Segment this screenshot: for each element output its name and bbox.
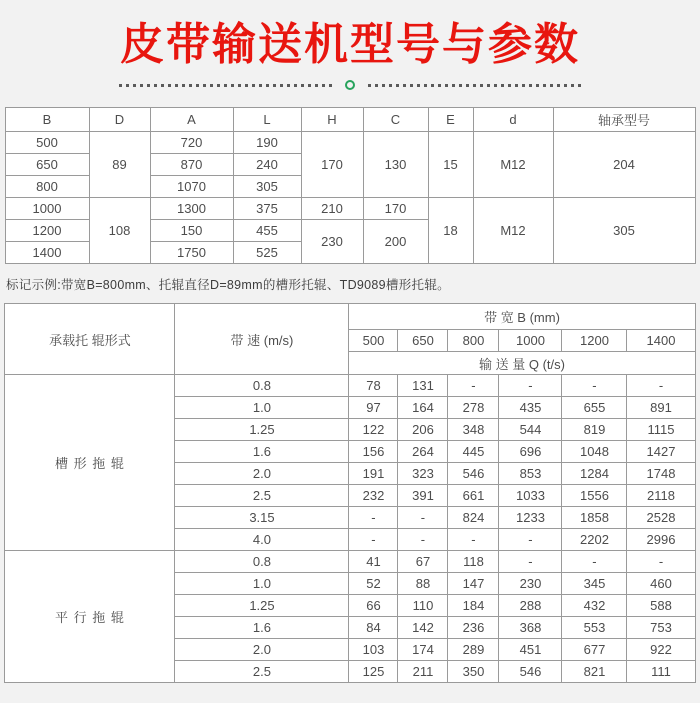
- capacity-value-cell: 824: [448, 507, 499, 529]
- capacity-value-cell: -: [499, 529, 562, 551]
- capacity-value-cell: 1284: [562, 463, 627, 485]
- belt-width-cell: 1400: [627, 330, 695, 352]
- capacity-value-cell: 2118: [627, 485, 695, 507]
- header-cell: B: [5, 108, 89, 132]
- belt-speed-cell: 0.8: [175, 551, 349, 573]
- belt-speed-cell: 2.5: [175, 485, 349, 507]
- capacity-value-cell: 2202: [562, 529, 627, 551]
- capacity-value-cell: -: [398, 507, 448, 529]
- capacity-value-cell: 1115: [627, 419, 695, 441]
- capacity-value-cell: 922: [627, 639, 695, 661]
- spec-cell: 500: [5, 132, 89, 154]
- belt-width-cell: 1200: [562, 330, 627, 352]
- table-row: [5, 375, 695, 397]
- belt-speed-header-cell: 带 速 (m/s): [175, 304, 349, 375]
- belt-speed-cell: 1.6: [175, 441, 349, 463]
- capacity-value-cell: 156: [349, 441, 398, 463]
- belt-speed-cell: 3.15: [175, 507, 349, 529]
- spec-cell: 1400: [5, 242, 89, 264]
- table-row: [5, 132, 695, 154]
- capacity-value-cell: 125: [349, 661, 398, 683]
- capacity-value-cell: 546: [448, 463, 499, 485]
- capacity-value-cell: 164: [398, 397, 448, 419]
- belt-speed-cell: 2.0: [175, 463, 349, 485]
- capacity-value-cell: 88: [398, 573, 448, 595]
- capacity-value-cell: 350: [448, 661, 499, 683]
- capacity-value-cell: 288: [499, 595, 562, 617]
- header-cell: 轴承型号: [553, 108, 695, 132]
- capacity-value-cell: 230: [499, 573, 562, 595]
- capacity-value-cell: 2996: [627, 529, 695, 551]
- belt-speed-cell: 1.0: [175, 397, 349, 419]
- page-title: 皮带输送机型号与参数: [120, 20, 580, 69]
- capacity-value-cell: 236: [448, 617, 499, 639]
- dashed-line-left: [119, 84, 332, 87]
- capacity-value-cell: 206: [398, 419, 448, 441]
- capacity-value-cell: 66: [349, 595, 398, 617]
- capacity-value-cell: 1858: [562, 507, 627, 529]
- spec-cell: 130: [363, 132, 428, 198]
- capacity-band-cell: 输 送 量 Q (t/s): [349, 352, 695, 375]
- spec-cell: 108: [89, 198, 150, 264]
- capacity-value-cell: 445: [448, 441, 499, 463]
- capacity-value-cell: 753: [627, 617, 695, 639]
- marking-example-note: 标记示例:带宽B=800mm、托辊直径D=89mm的槽形托辊、TD9089槽形托辊。: [6, 278, 450, 292]
- capacity-value-cell: 142: [398, 617, 448, 639]
- capacity-value-cell: 97: [349, 397, 398, 419]
- dashed-line-right: [368, 84, 581, 87]
- capacity-value-cell: 588: [627, 595, 695, 617]
- spec-cell: 1750: [150, 242, 233, 264]
- belt-speed-cell: 0.8: [175, 375, 349, 397]
- capacity-value-cell: 232: [349, 485, 398, 507]
- capacity-value-cell: 1048: [562, 441, 627, 463]
- spec-cell: 800: [5, 176, 89, 198]
- spec-cell: 200: [363, 220, 428, 264]
- spec-cell: 1300: [150, 198, 233, 220]
- capacity-value-cell: -: [448, 529, 499, 551]
- belt-speed-cell: 1.25: [175, 595, 349, 617]
- belt-speed-cell: 1.0: [175, 573, 349, 595]
- capacity-value-cell: 111: [627, 661, 695, 683]
- table-row: [5, 198, 695, 220]
- capacity-header-row: [5, 304, 695, 330]
- header-cell: L: [233, 108, 301, 132]
- belt-speed-cell: 4.0: [175, 529, 349, 551]
- title-divider: [0, 80, 700, 90]
- capacity-value-cell: 184: [448, 595, 499, 617]
- spec-cell: 210: [301, 198, 363, 220]
- capacity-value-cell: 1427: [627, 441, 695, 463]
- capacity-value-cell: 289: [448, 639, 499, 661]
- spec-cell: 190: [233, 132, 301, 154]
- spec-cell: 305: [233, 176, 301, 198]
- spec-cell: 455: [233, 220, 301, 242]
- capacity-value-cell: 553: [562, 617, 627, 639]
- spec-cell: 230: [301, 220, 363, 264]
- capacity-value-cell: 853: [499, 463, 562, 485]
- capacity-value-cell: 323: [398, 463, 448, 485]
- spec-cell: 204: [553, 132, 695, 198]
- capacity-value-cell: -: [398, 529, 448, 551]
- spec-cell: 89: [89, 132, 150, 198]
- capacity-value-cell: -: [627, 375, 695, 397]
- spec-cell: 1200: [5, 220, 89, 242]
- capacity-value-cell: 1556: [562, 485, 627, 507]
- belt-speed-cell: 2.5: [175, 661, 349, 683]
- belt-speed-cell: 1.25: [175, 419, 349, 441]
- belt-width-cell: 650: [398, 330, 448, 352]
- spec-cell: 525: [233, 242, 301, 264]
- spec-cell: 1070: [150, 176, 233, 198]
- capacity-value-cell: 191: [349, 463, 398, 485]
- spec-cell: 150: [150, 220, 233, 242]
- capacity-value-cell: 819: [562, 419, 627, 441]
- spec-cell: M12: [473, 132, 553, 198]
- capacity-value-cell: 546: [499, 661, 562, 683]
- capacity-value-cell: 84: [349, 617, 398, 639]
- capacity-value-cell: 460: [627, 573, 695, 595]
- capacity-value-cell: 1033: [499, 485, 562, 507]
- capacity-value-cell: 174: [398, 639, 448, 661]
- capacity-value-cell: 345: [562, 573, 627, 595]
- header-cell: C: [363, 108, 428, 132]
- capacity-value-cell: 1748: [627, 463, 695, 485]
- capacity-table: [4, 303, 695, 683]
- spec-cell: 375: [233, 198, 301, 220]
- capacity-value-cell: 432: [562, 595, 627, 617]
- capacity-value-cell: 1233: [499, 507, 562, 529]
- spec-cell: 720: [150, 132, 233, 154]
- spec-cell: M12: [473, 198, 553, 264]
- spec-cell: 1000: [5, 198, 89, 220]
- capacity-value-cell: 103: [349, 639, 398, 661]
- spec-cell: 305: [553, 198, 695, 264]
- spec-cell: 15: [428, 132, 473, 198]
- capacity-value-cell: 2528: [627, 507, 695, 529]
- capacity-value-cell: -: [499, 551, 562, 573]
- belt-width-cell: 500: [349, 330, 398, 352]
- belt-width-band-cell: 带 宽 B (mm): [349, 304, 695, 330]
- header-cell: E: [428, 108, 473, 132]
- header-cell: A: [150, 108, 233, 132]
- capacity-value-cell: -: [349, 507, 398, 529]
- circle-ornament-icon: [345, 80, 355, 90]
- capacity-value-cell: 821: [562, 661, 627, 683]
- capacity-value-cell: -: [499, 375, 562, 397]
- capacity-value-cell: 677: [562, 639, 627, 661]
- capacity-value-cell: 52: [349, 573, 398, 595]
- capacity-table-body: [5, 375, 695, 683]
- capacity-value-cell: -: [562, 375, 627, 397]
- capacity-value-cell: 122: [349, 419, 398, 441]
- idler-type-label: 槽 形 拖 辊: [5, 375, 175, 551]
- spec-cell: 240: [233, 154, 301, 176]
- capacity-value-cell: 211: [398, 661, 448, 683]
- capacity-value-cell: 110: [398, 595, 448, 617]
- table-row: [5, 551, 695, 573]
- capacity-value-cell: 544: [499, 419, 562, 441]
- spec-header-row: [5, 108, 695, 132]
- spec-cell: 870: [150, 154, 233, 176]
- spec-table: [5, 107, 696, 264]
- capacity-value-cell: 368: [499, 617, 562, 639]
- spec-cell: 18: [428, 198, 473, 264]
- capacity-value-cell: 67: [398, 551, 448, 573]
- capacity-value-cell: 41: [349, 551, 398, 573]
- spec-cell: 170: [363, 198, 428, 220]
- capacity-value-cell: 131: [398, 375, 448, 397]
- capacity-value-cell: 391: [398, 485, 448, 507]
- capacity-value-cell: 264: [398, 441, 448, 463]
- capacity-value-cell: 348: [448, 419, 499, 441]
- idler-type-header-cell: 承载托 辊形式: [5, 304, 175, 375]
- capacity-value-cell: 451: [499, 639, 562, 661]
- capacity-value-cell: 435: [499, 397, 562, 419]
- capacity-value-cell: 278: [448, 397, 499, 419]
- capacity-value-cell: 891: [627, 397, 695, 419]
- belt-width-cell: 800: [448, 330, 499, 352]
- capacity-value-cell: -: [448, 375, 499, 397]
- belt-width-cell: 1000: [499, 330, 562, 352]
- capacity-value-cell: 147: [448, 573, 499, 595]
- capacity-value-cell: 118: [448, 551, 499, 573]
- header-cell: d: [473, 108, 553, 132]
- capacity-value-cell: 78: [349, 375, 398, 397]
- spec-cell: 170: [301, 132, 363, 198]
- spec-cell: 650: [5, 154, 89, 176]
- capacity-value-cell: 661: [448, 485, 499, 507]
- capacity-value-cell: 655: [562, 397, 627, 419]
- header-cell: H: [301, 108, 363, 132]
- idler-type-label: 平 行 拖 辊: [5, 551, 175, 683]
- header-cell: D: [89, 108, 150, 132]
- capacity-value-cell: -: [349, 529, 398, 551]
- belt-speed-cell: 1.6: [175, 617, 349, 639]
- capacity-value-cell: -: [627, 551, 695, 573]
- belt-speed-cell: 2.0: [175, 639, 349, 661]
- capacity-value-cell: -: [562, 551, 627, 573]
- capacity-value-cell: 696: [499, 441, 562, 463]
